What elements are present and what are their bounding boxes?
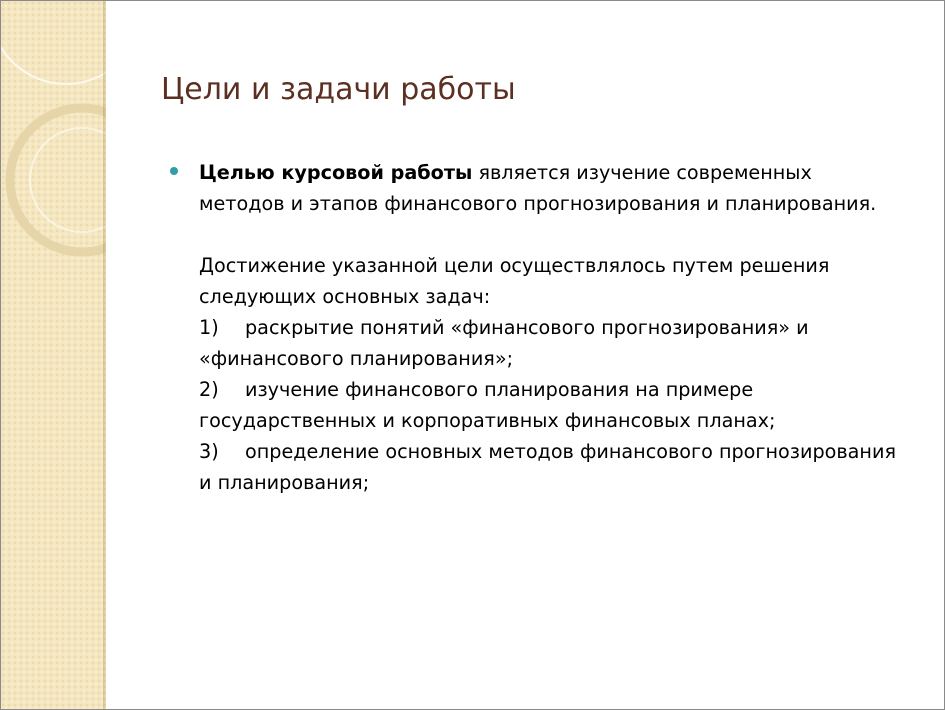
goal-bold-lead: Целью курсовой работы (199, 161, 473, 184)
task-text: раскрытие понятий «финансового прогнозирования» и «финансового планирования»; (199, 316, 809, 370)
task-text: определение основных методов финансового прогнозирования и планирования; (199, 440, 896, 494)
task-item-1 (199, 312, 899, 374)
goal-rest: является изучение современных методов и этапов финансового прогнозирования и планирования. (199, 161, 877, 215)
task-number: 2) (199, 378, 219, 401)
goal-paragraph (199, 157, 899, 219)
task-item-2 (199, 374, 899, 436)
decorative-side-band (0, 0, 106, 710)
task-number: 3) (199, 440, 219, 463)
bullet-dot-icon (170, 167, 178, 175)
decorative-ring-large (0, 0, 106, 84)
task-text: изучение финансового планирования на примере государственных и корпоративных финансовых планах; (199, 378, 776, 432)
decorative-ring-small (30, 128, 106, 232)
paragraph-spacer (199, 219, 899, 250)
task-number: 1) (199, 316, 219, 339)
slide-body (199, 157, 899, 498)
decorative-circles (0, 0, 106, 710)
tasks-intro: Достижение указанной цели осуществлялось путем решения следующих основных задач: (199, 254, 830, 308)
slide-title: Цели и задачи работы (161, 72, 516, 107)
task-item-3 (199, 436, 899, 498)
band-edge-shadow (103, 0, 106, 710)
